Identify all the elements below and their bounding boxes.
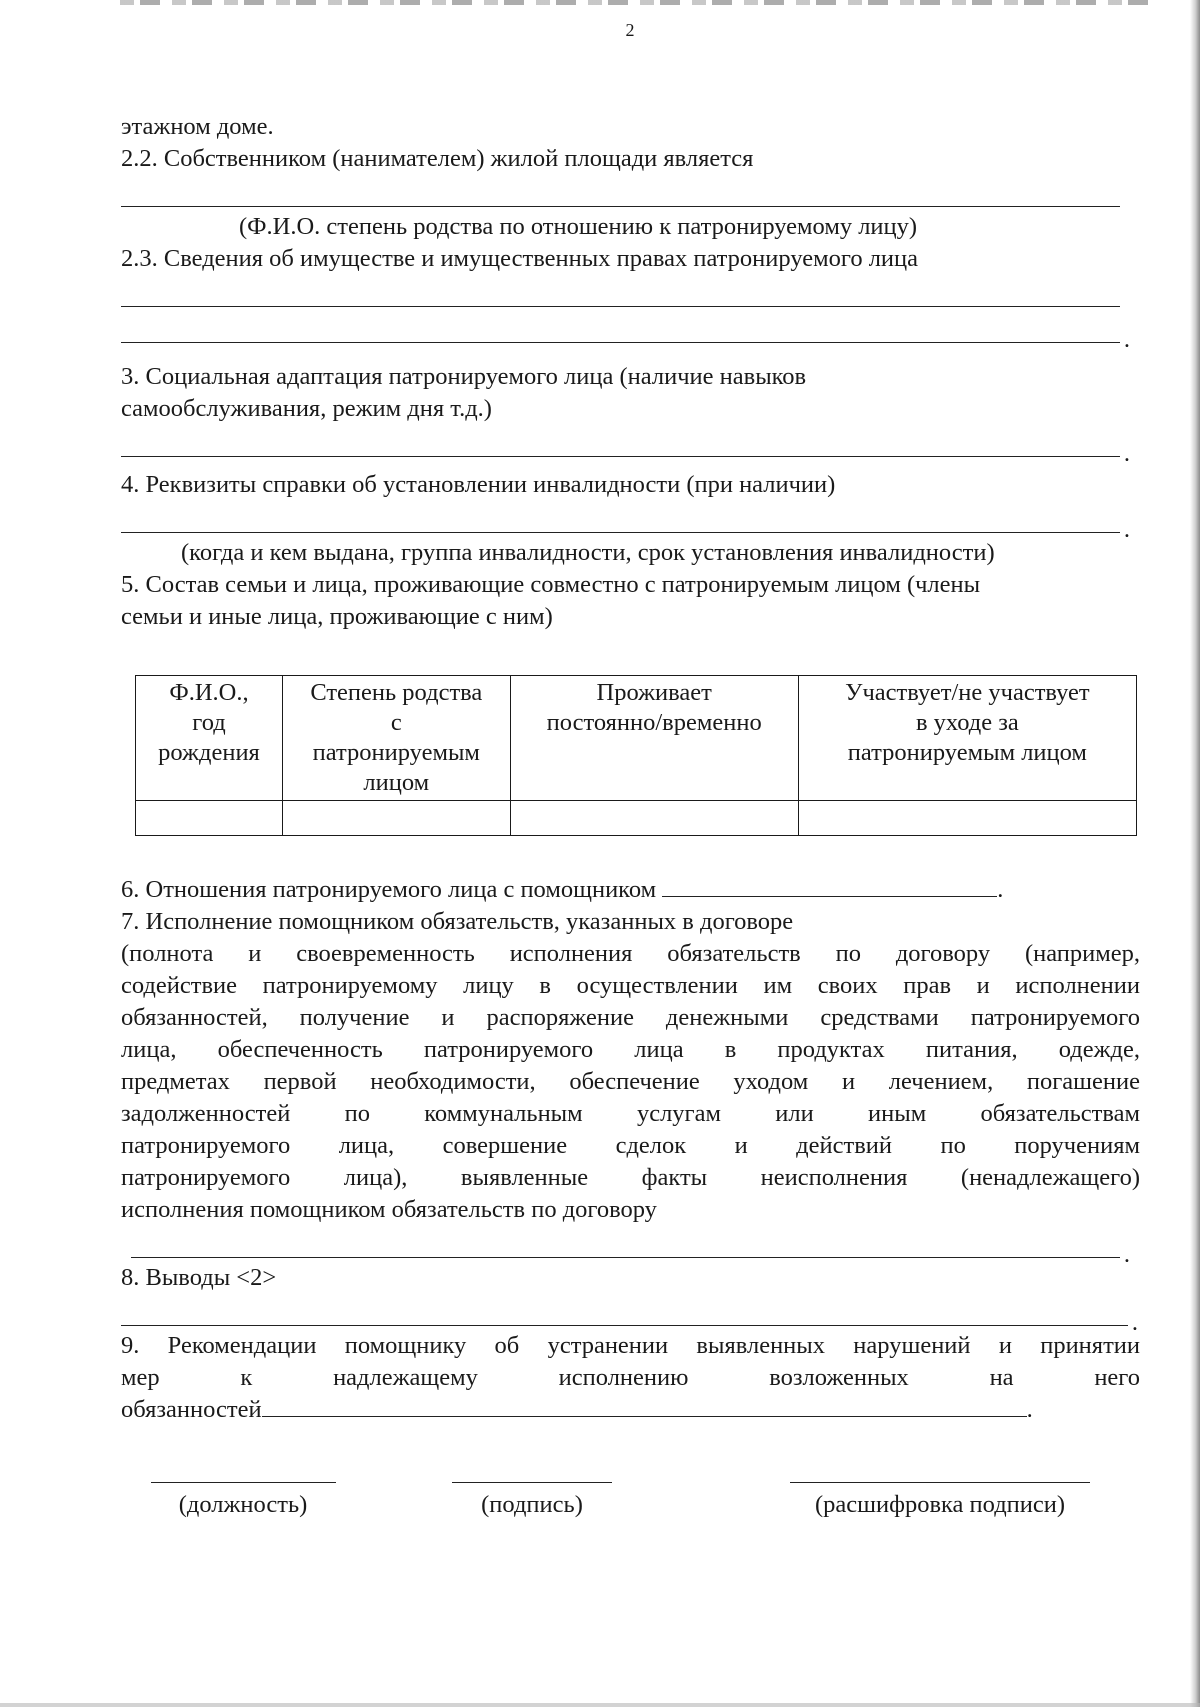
line-end-dot: . xyxy=(1123,516,1130,543)
line-end-dot: . xyxy=(1123,1241,1130,1268)
scan-edge-bottom xyxy=(0,1703,1200,1707)
section-7-body-line: лица, обеспеченность патронируемого лица в продуктах питания, одежде, xyxy=(121,1036,1140,1063)
table-row xyxy=(136,801,1137,836)
section-7-body-line: обязанностей, получение и распоряжение денежными средствами патронируемого xyxy=(121,1004,1140,1031)
section-9-heading-line-3: обязанностей . xyxy=(121,1396,1033,1423)
table-header-cell: Ф.И.О., год рождения xyxy=(136,676,283,801)
document-body xyxy=(121,111,1140,1426)
section-8-heading: 8. Выводы <2> xyxy=(121,1264,277,1291)
owner-fill-caption: (Ф.И.О. степень родства по отношению к патронируемому лицу) xyxy=(239,213,918,240)
line-end-dot: . xyxy=(1123,440,1130,467)
table-header-cell: Проживает постоянно/временно xyxy=(510,676,798,801)
position-field[interactable] xyxy=(148,1480,338,1519)
section-7-body-line: (полнота и своевременность исполнения обязательств по договору (например, xyxy=(121,940,1140,967)
section-6-heading: 6. Отношения патронируемого лица с помощником xyxy=(121,876,657,903)
disability-fill-line[interactable] xyxy=(121,501,1140,543)
section-7-body-line: предметах первой необходимости, обеспечение уходом и лечением, погашение xyxy=(121,1068,1140,1095)
section-2-3-heading: 2.3. Сведения об имуществе и имущественных правах патронируемого лица xyxy=(121,245,919,272)
section-7-body-line: патронируемого лица), выявленные факты неисполнения (ненадлежащего) xyxy=(121,1164,1140,1191)
table-header-cell: Степень родства с патронируемым лицом xyxy=(283,676,511,801)
section-9-heading-line-2: мер к надлежащему исполнению возложенных на него xyxy=(121,1364,1140,1391)
section-7-heading: 7. Исполнение помощником обязательств, указанных в договоре xyxy=(121,908,794,935)
section-7-body-line: содействие патронируемому лицу в осуществлении им своих прав и исполнении xyxy=(121,972,1140,999)
line-end-dot: . xyxy=(1131,1309,1138,1336)
signature-field[interactable] xyxy=(452,1480,612,1519)
line-end-dot: . xyxy=(1026,1396,1033,1423)
section-3-heading-line-2: самообслуживания, режим дня т.д.) xyxy=(121,395,492,422)
table-cell[interactable] xyxy=(510,801,798,836)
table-cell[interactable] xyxy=(283,801,511,836)
position-caption: (должность) xyxy=(178,1491,308,1518)
obligations-fill-line[interactable] xyxy=(121,1226,1140,1268)
section-5-heading-line-2: семьи и иные лица, проживающие с ним) xyxy=(121,603,553,630)
section-5-heading-line-1: 5. Состав семьи и лица, проживающие совместно с патронируемым лицом (члены xyxy=(121,571,981,598)
line-end-dot: . xyxy=(997,876,1004,903)
signature-block xyxy=(0,1480,1200,1550)
property-fill-line-1[interactable] xyxy=(121,275,1140,311)
relations-fill-line[interactable] xyxy=(662,874,997,897)
conclusions-fill-line[interactable] xyxy=(121,1294,1140,1336)
page-number: 2 xyxy=(625,20,635,40)
table-header-row xyxy=(136,676,1137,801)
section-4-heading: 4. Реквизиты справки об установлении инвалидности (при наличии) xyxy=(121,471,836,498)
signature-decoding-caption: (расшифровка подписи) xyxy=(814,1491,1066,1518)
signature-caption: (подпись) xyxy=(481,1491,583,1518)
table-cell[interactable] xyxy=(798,801,1136,836)
scan-edge-right xyxy=(1190,0,1200,1707)
section-2-tail: этажном доме. xyxy=(121,113,274,140)
family-composition-table xyxy=(135,675,1137,836)
disability-fill-caption: (когда и кем выдана, группа инвалидности, срок установления инвалидности) xyxy=(181,539,995,566)
scan-edge-top xyxy=(120,0,1160,5)
table-cell[interactable] xyxy=(136,801,283,836)
adaptation-fill-line[interactable] xyxy=(121,425,1140,467)
section-3-heading-line-1: 3. Социальная адаптация патронируемого лица (наличие навыков xyxy=(121,363,807,390)
section-6-line xyxy=(121,874,1140,906)
recommendations-fill-line[interactable] xyxy=(262,1394,1027,1417)
section-2-2-heading: 2.2. Собственником (нанимателем) жилой площади является xyxy=(121,145,754,172)
line-end-dot: . xyxy=(1123,326,1130,353)
section-7-body-line: патронируемого лица, совершение сделок и действий по поручениям xyxy=(121,1132,1140,1159)
property-fill-line-2[interactable] xyxy=(121,311,1140,353)
owner-fill-line[interactable] xyxy=(121,175,1140,211)
section-9-heading-line-1: 9. Рекомендации помощнику об устранении выявленных нарушений и принятии xyxy=(121,1332,1140,1359)
section-7-body-last-line: исполнения помощником обязательств по договору xyxy=(121,1196,657,1223)
section-7-body-line: задолженностей по коммунальным услугам или иным обязательствам xyxy=(121,1100,1140,1127)
table-header-cell: Участвует/не участвует в уходе за патронируемым лицом xyxy=(798,676,1136,801)
signature-decoding-field[interactable] xyxy=(785,1480,1095,1519)
